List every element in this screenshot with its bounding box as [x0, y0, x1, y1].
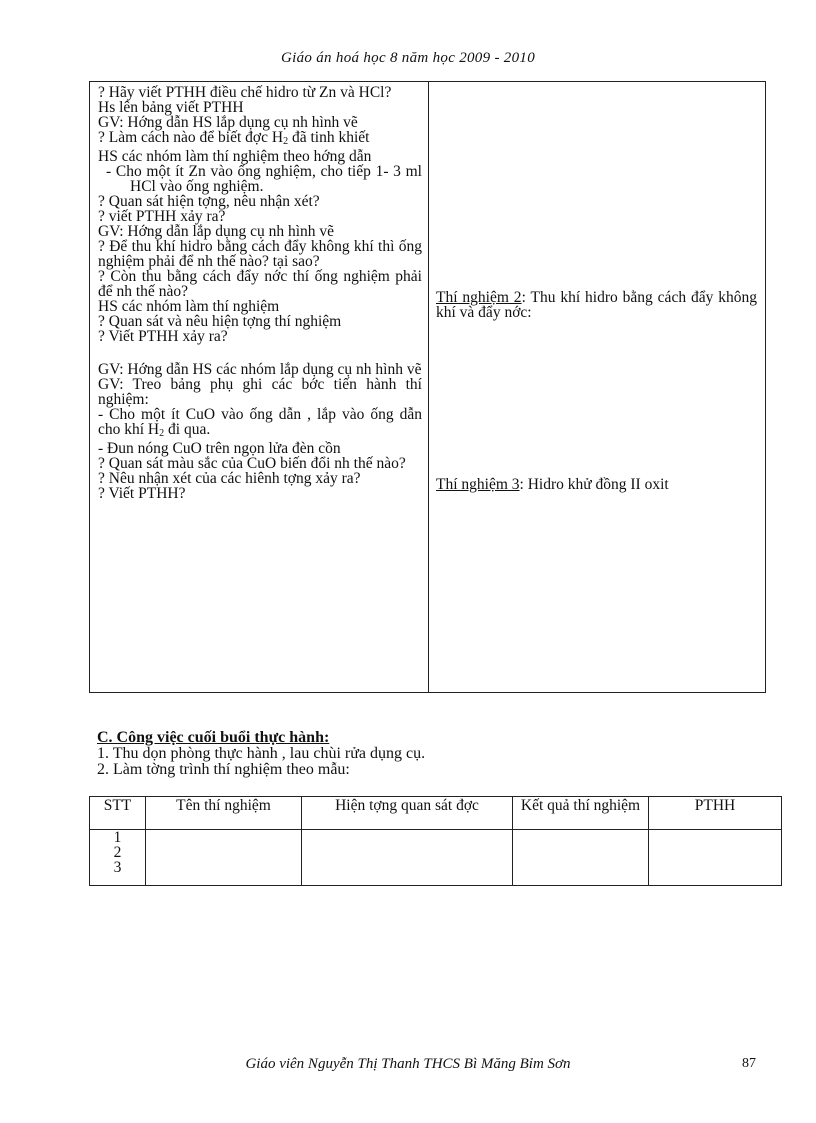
table-row: [90, 830, 782, 886]
row-number: 2: [113, 844, 122, 861]
col-header-experiment-name: Tên thí nghiệm: [146, 797, 302, 830]
experiment-2-label: Thí nghiệm 2: [436, 289, 522, 306]
row-numbers: [90, 830, 146, 886]
row-number: 3: [113, 859, 122, 876]
empty-cell: [302, 830, 513, 886]
experiment-column: [429, 82, 765, 692]
section-c-item: 1. Thu dọn phòng thực hành , lau chùi rửa dụng cụ.: [97, 745, 426, 762]
activity-line: - Cho một ít Zn vào ống nghiệm, cho tiếp 1- 3 ml HCl vào ống nghiệm.: [106, 163, 422, 195]
experiment-3-label: Thí nghiệm 3: [436, 476, 520, 493]
experiment-2: [436, 290, 757, 320]
activity-line: ? Quan sát hiện tợng, nêu nhận xét?: [98, 193, 320, 210]
text-part: ? Làm cách nào để biết đợc H: [98, 129, 284, 146]
empty-cell: [146, 830, 302, 886]
activity-line: ? Nêu nhận xét của các hiênh tợng xảy ra?: [98, 470, 361, 487]
col-header-result: Kết quả thí nghiệm: [513, 797, 649, 830]
teacher-activities-column: [90, 82, 429, 692]
col-header-observation: Hiện tợng quan sát đợc: [302, 797, 513, 830]
activity-line: ? viết PTHH xảy ra?: [98, 208, 226, 225]
activity-line: ? Viết PTHH?: [98, 485, 186, 502]
text-part: đã tinh khiết: [288, 129, 370, 146]
activity-line: HS các nhóm làm thí nghiệm theo hớng dẫn: [98, 148, 372, 165]
page-header: Giáo án hoá học 8 năm học 2009 - 2010: [281, 50, 535, 66]
col-header-stt: STT: [90, 797, 146, 830]
section-c-title: C. Công việc cuối buổi thực hành:: [97, 729, 330, 746]
activity-line: ? Còn thu bằng cách đẩy nớc thí ống nghiệm phải để nh thế nào?: [98, 268, 422, 300]
experiment-3: [436, 477, 757, 492]
activity-line: ? Hãy viết PTHH điều chế hidro từ Zn và HCl?: [98, 84, 392, 101]
activity-line: HS các nhóm làm thí nghiệm: [98, 298, 280, 315]
section-c-item: 2. Làm tờng trình thí nghiệm theo mẫu:: [97, 761, 350, 778]
section-c: [97, 730, 425, 778]
subscript: 2: [159, 428, 165, 439]
activity-line: - Đun nóng CuO trên ngọn lửa đèn cồn: [98, 440, 341, 457]
activity-line: Hs lên bảng viết PTHH: [98, 99, 244, 116]
activity-line: [98, 130, 422, 149]
activity-line: GV: Hớng dẫn HS lắp dụng cụ nh hình vẽ: [98, 114, 358, 131]
page-footer: Giáo viên Nguyễn Thị Thanh THCS Bì Măng Bỉm Sơn: [245, 1056, 571, 1072]
activity-line: [98, 407, 422, 441]
lesson-table: [89, 81, 766, 693]
experiment-3-text: : Hidro khử đồng II oxit: [519, 476, 669, 493]
report-template-table: [89, 796, 782, 886]
activity-line: ? Viết PTHH xảy ra?: [98, 328, 228, 345]
text-part: đi qua.: [164, 421, 211, 438]
page-number: 87: [742, 1056, 756, 1071]
col-header-pthh: PTHH: [649, 797, 782, 830]
activity-line: ? Để thu khí hidro bằng cách đẩy không khí thì ống nghiệm phải để nh thế nào? tại sao?: [98, 238, 422, 270]
activity-line: GV: Treo bảng phụ ghi các bớc tiến hành thí nghiệm:: [98, 376, 422, 408]
subscript: 2: [283, 136, 289, 147]
row-number: 1: [113, 829, 122, 846]
activity-line: GV: Hớng dẫn HS các nhóm lắp dụng cụ nh hình vẽ: [98, 361, 422, 378]
spacer: [98, 344, 422, 362]
empty-cell: [649, 830, 782, 886]
activity-line: ? Quan sát và nêu hiện tợng thí nghiệm: [98, 313, 342, 330]
text-part: - Cho một ít CuO vào ống dẫn , lắp vào ống dẫn cho khí H: [98, 406, 422, 438]
activity-line: GV: Hớng dẫn lắp dụng cụ nh hình vẽ: [98, 223, 335, 240]
activity-line: ? Quan sát màu sắc của CuO biến đổi nh thế nào?: [98, 455, 406, 472]
empty-cell: [513, 830, 649, 886]
experiment-2-text: : Thu khí hidro bằng cách đẩy không khí và đẩy nớc:: [436, 289, 757, 321]
